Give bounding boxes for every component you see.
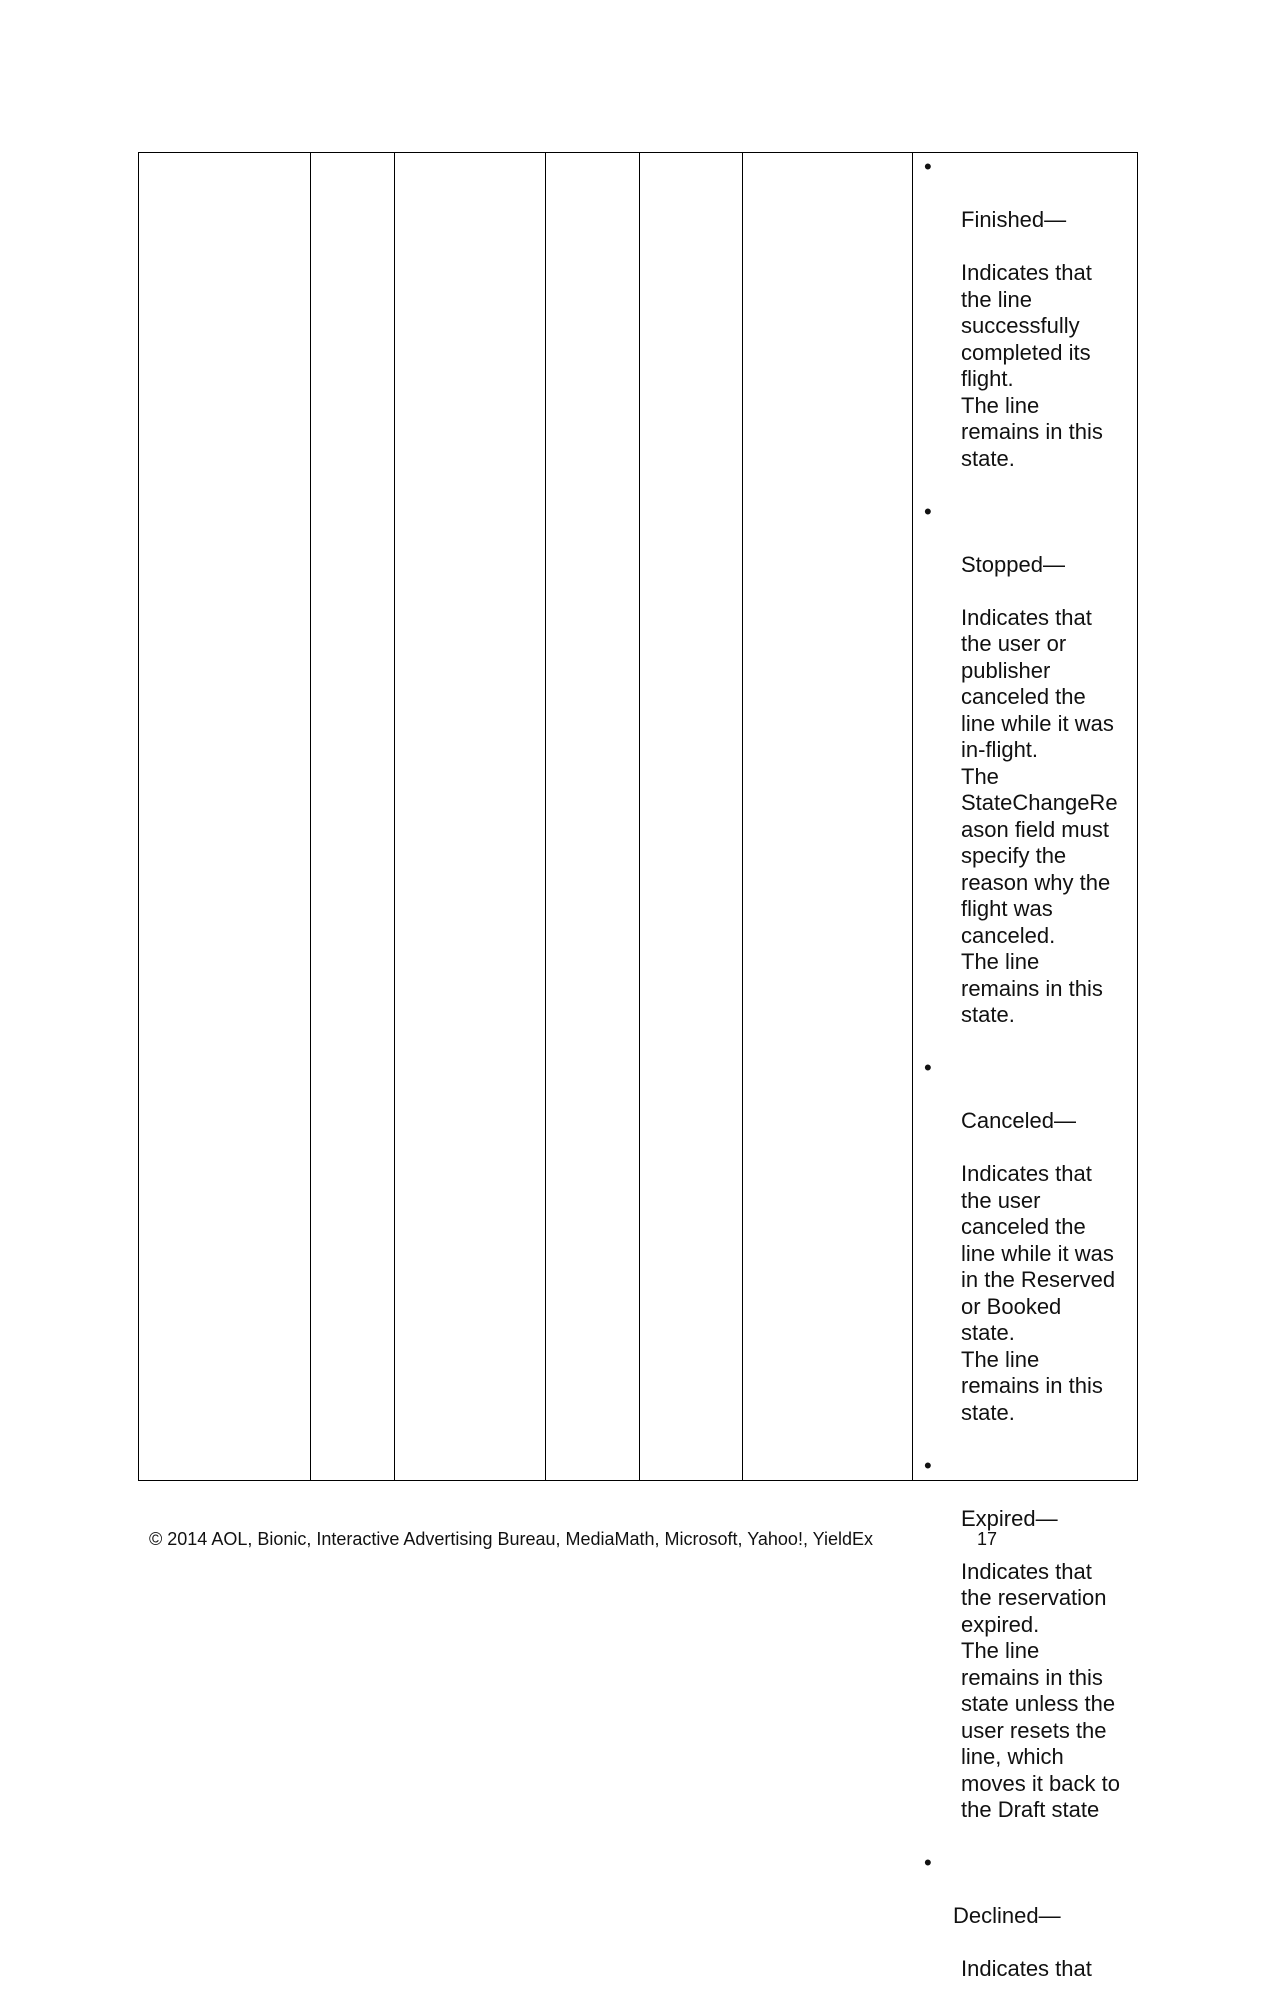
empty-cell xyxy=(395,153,546,1481)
list-item xyxy=(913,1850,1137,2009)
bullet-icon: • xyxy=(924,1452,932,1478)
bullet-icon: • xyxy=(924,1850,932,1875)
empty-cell xyxy=(139,153,311,1481)
state-description: Indicates that the line successfully completed its flight. The line remains in this state. xyxy=(961,260,1103,471)
state-description: Indicates that the user or publisher canceled the line while it was in-flight. The StateChangeRe ason field must specify the reason why the flight was canceled. The line remains in this state. xyxy=(961,604,1118,1027)
state-description: Indicates that the user canceled the line while it was in the Reserved or Booked state. The line remains in this state. xyxy=(961,1161,1116,1425)
empty-cell xyxy=(546,153,640,1481)
state-name: Declined— xyxy=(953,1903,1061,1928)
state-description: Indicates that xyxy=(961,1956,1092,1981)
state-name: Canceled— xyxy=(961,1108,1076,1133)
empty-cell xyxy=(311,153,395,1481)
state-description: Indicates that the reservation expired. The line remains in this state unless the user resets the line, which moves it back to the Draft state xyxy=(961,1558,1120,1822)
empty-cell xyxy=(743,153,913,1481)
footer-copyright: © 2014 AOL, Bionic, Interactive Advertising Bureau, MediaMath, Microsoft, Yahoo!, YieldEx xyxy=(149,1529,873,1549)
bullet-icon: • xyxy=(924,498,932,524)
state-name: Finished— xyxy=(961,207,1067,232)
list-item xyxy=(913,1453,1137,1851)
state-list xyxy=(913,154,1137,2009)
page-number: 17 xyxy=(977,1529,998,1549)
table-row xyxy=(139,153,1138,1481)
bullet-icon: • xyxy=(924,154,932,179)
empty-cell xyxy=(640,153,743,1481)
state-name: Expired— xyxy=(961,1505,1058,1531)
state-name: Stopped— xyxy=(961,551,1065,577)
list-item xyxy=(913,499,1137,1056)
bullet-icon: • xyxy=(924,1055,932,1080)
list-item xyxy=(913,154,1137,499)
list-item xyxy=(913,1055,1137,1453)
